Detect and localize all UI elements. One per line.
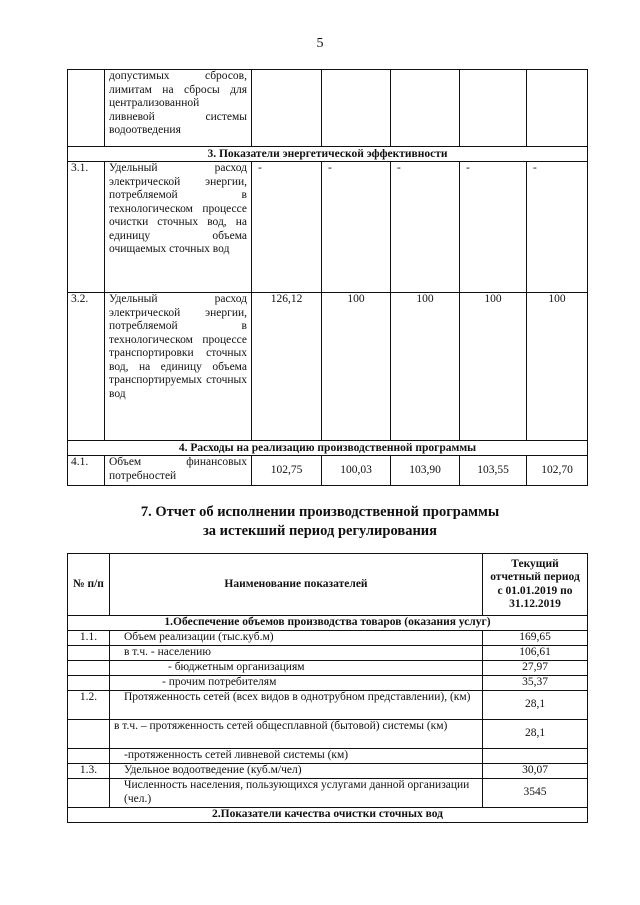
table-row [68, 70, 588, 147]
indicator-name: допустимых сбросов, лимитам на сбросы для централизованной ливневой системы водоотведения [105, 70, 252, 147]
row-number: 4.1. [68, 456, 105, 486]
table-row [68, 162, 588, 293]
row-number: 1.2. [68, 691, 110, 720]
table-row [68, 631, 588, 646]
value-cell: 169,65 [483, 631, 588, 646]
section-header-energy: 3. Показатели энергетической эффективности [68, 147, 588, 162]
program-report-table [67, 553, 588, 823]
value-cell: 102,75 [252, 456, 322, 486]
indicators-table-continued [67, 69, 588, 486]
table-row [68, 456, 588, 486]
section-heading [0, 503, 640, 541]
value-cell: 103,55 [460, 456, 527, 486]
section-header-quality: 2.Показатели качества очистки сточных вод [68, 808, 588, 823]
indicator-name: Объем финансовых потребностей [105, 456, 252, 486]
table-row [68, 293, 588, 441]
value-cell: 28,1 [483, 691, 588, 720]
row-number: 3.2. [68, 293, 105, 441]
section-header-production: 1.Обеспечение объемов производства товаров (оказания услуг) [68, 616, 588, 631]
header-period: Текущий отчетный период с 01.01.2019 по 31.12.2019 [483, 554, 588, 616]
value-cell: - [460, 162, 527, 293]
value-cell [483, 749, 588, 764]
value-cell: 106,61 [483, 646, 588, 661]
value-cell: 100,03 [322, 456, 391, 486]
table-row [68, 676, 588, 691]
header-row [68, 554, 588, 616]
table-row [68, 646, 588, 661]
value-cell: 126,12 [252, 293, 322, 441]
indicator-name: Удельный расход электрической энергии, потребляемой в технологическом процессе транспортировки сточных вод, на единицу объема транспортируемых сточных вод [105, 293, 252, 441]
value-cell: 27,97 [483, 661, 588, 676]
indicator-name: Удельное водоотведение (куб.м/чел) [110, 764, 483, 779]
heading-line: 7. Отчет об исполнении производственной программы [140, 504, 500, 520]
row-number: 1.1. [68, 631, 110, 646]
value-cell: 35,37 [483, 676, 588, 691]
indicator-name: Удельный расход электрической энергии, потребляемой в технологическом процессе очистки сточных вод, на единицу объема очищаемых сточных вод [105, 162, 252, 293]
table-row [68, 691, 588, 720]
value-cell: - [527, 162, 588, 293]
value-cell: 103,90 [391, 456, 460, 486]
table-row [68, 764, 588, 779]
value-cell: 100 [322, 293, 391, 441]
value-cell: 30,07 [483, 764, 588, 779]
indicator-name: - бюджетным организациям [110, 661, 483, 676]
heading-line: за истекший период регулирования [202, 523, 438, 539]
table-row [68, 779, 588, 808]
table-row [68, 749, 588, 764]
indicator-name: Объем реализации (тыс.куб.м) [110, 631, 483, 646]
table-row [68, 720, 588, 749]
value-cell: - [322, 162, 391, 293]
indicator-name: в т.ч. – протяженность сетей общесплавной (бытовой) системы (км) [110, 720, 483, 749]
indicator-name: Протяженность сетей (всех видов в однотрубном представлении), (км) [110, 691, 483, 720]
indicator-name: в т.ч. - населению [110, 646, 483, 661]
row-number: 3.1. [68, 162, 105, 293]
indicator-name: -протяженность сетей ливневой системы (км) [110, 749, 483, 764]
value-cell: 3545 [483, 779, 588, 808]
value-cell: 100 [460, 293, 527, 441]
header-num: № п/п [68, 554, 110, 616]
row-number: 1.3. [68, 764, 110, 779]
value-cell: - [391, 162, 460, 293]
header-name: Наименование показателей [110, 554, 483, 616]
value-cell: - [252, 162, 322, 293]
indicator-name: Численность населения, пользующихся услугами данной организации (чел.) [110, 779, 483, 808]
page-number: 5 [316, 36, 324, 51]
value-cell: 28,1 [483, 720, 588, 749]
section-header-expenses: 4. Расходы на реализацию производственной программы [68, 441, 588, 456]
value-cell: 100 [527, 293, 588, 441]
value-cell: 102,70 [527, 456, 588, 486]
indicator-name: - прочим потребителям [110, 676, 483, 691]
table-row [68, 661, 588, 676]
value-cell: 100 [391, 293, 460, 441]
